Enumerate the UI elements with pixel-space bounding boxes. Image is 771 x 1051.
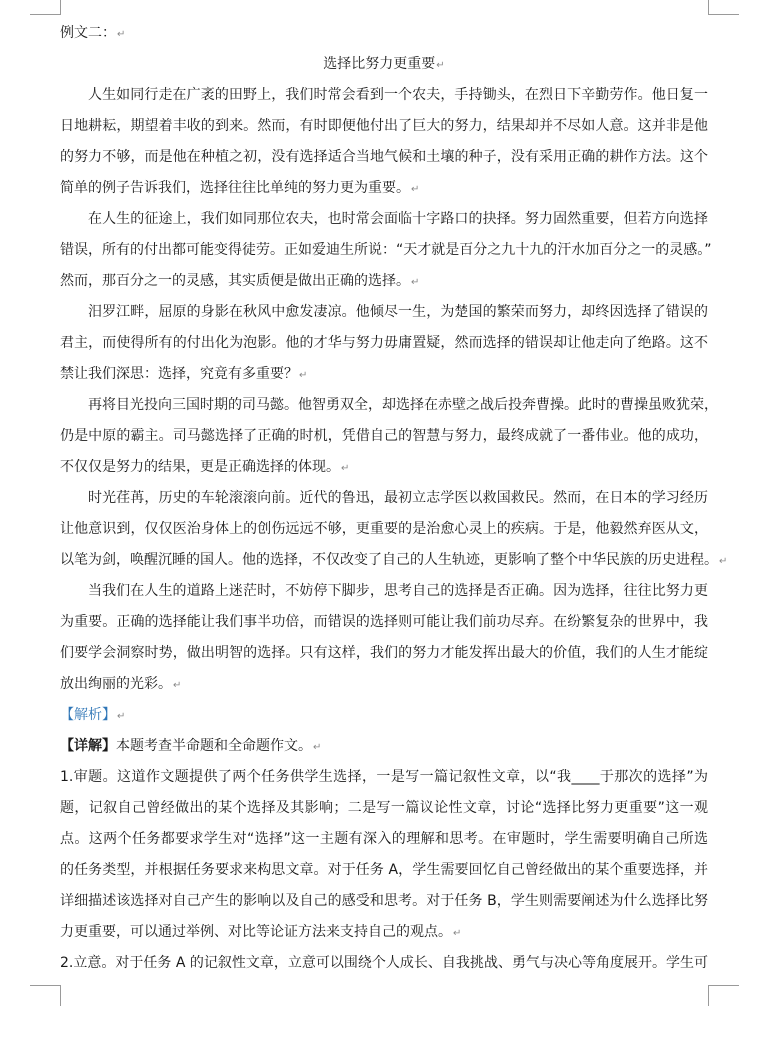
analysis-line: 2.立意。对于任务 A 的记叙性文章，立意可以围绕个人成长、自我挑战、勇气与决心等角度展开。学生可 xyxy=(60,955,708,971)
crop-mark-bottom-left xyxy=(30,985,61,1006)
crop-mark-top-left xyxy=(30,0,61,15)
essay-title: 选择比努力更重要↵ xyxy=(323,56,445,72)
essay-line: 们要学会洞察时势，做出明智的选择。只有这样，我们的努力才能发挥出最大的价值，我们的人生才能绽 xyxy=(60,645,708,661)
essay-line: 人生如同行走在广袤的田野上，我们时常会看到一个农夫，手持锄头，在烈日下辛勤劳作。他日复一 xyxy=(88,87,708,103)
essay-line: 错误，所有的付出都可能变得徒劳。正如爱迪生所说：“天才就是百分之九十九的汗水加百分之一的灵感。” xyxy=(60,242,712,258)
analysis-line: 详细描述该选择对自己产生的影响以及自己的感受和思考。对于任务 B，学生则需要阐述为什么选择比努 xyxy=(60,893,708,909)
essay-line: 当我们在人生的道路上迷茫时，不妨停下脚步，思考自己的选择是否正确。因为选择，往往比努力更 xyxy=(88,583,708,599)
example-heading: 例文二：↵ xyxy=(60,25,126,41)
analysis-line: 1.审题。这道作文题提供了两个任务供学生选择，一是写一篇记叙性文章，以“我____于那次的选择”为 xyxy=(60,769,708,785)
essay-line: 仍是中原的霸主。司马懿选择了正确的时机，凭借自己的智慧与努力，最终成就了一番伟业。他的成功， xyxy=(60,428,708,444)
essay-line: 放出绚丽的光彩。↵ xyxy=(60,676,182,692)
essay-line: 时光荏苒，历史的车轮滚滚向前。近代的鲁迅，最初立志学医以救国救民。然而，在日本的学习经历 xyxy=(88,490,708,506)
essay-line: 君主，而使得所有的付出化为泡影。他的才华与努力毋庸置疑，然而选择的错误却让他走向了绝路。这不 xyxy=(60,335,708,351)
essay-line: 日地耕耘，期望着丰收的到来。然而，有时即便他付出了巨大的努力，结果却并不尽如人意。这并非是他 xyxy=(60,118,708,134)
essay-line: 再将目光投向三国时期的司马懿。他智勇双全，却选择在赤壁之战后投奔曹操。此时的曹操虽败犹荣， xyxy=(88,397,718,413)
analysis-line: 题，记叙自己曾经做出的某个选择及其影响；二是写一篇议论性文章，讨论“选择比努力更重要”这一观 xyxy=(60,800,708,816)
essay-line: 让他意识到，仅仅医治身体上的创伤远远不够，更重要的是治愈心灵上的疾病。于是，他毅然弃医从文， xyxy=(60,521,708,537)
essay-body xyxy=(60,80,728,700)
analysis-line: 点。这两个任务都要求学生对“选择”这一主题有深入的理解和思考。在审题时，学生需要明确自己所选 xyxy=(60,831,708,847)
document-page xyxy=(60,18,728,979)
analysis-body xyxy=(60,762,708,979)
crop-mark-top-right xyxy=(708,0,739,15)
essay-line: 以笔为剑，唤醒沉睡的国人。他的选择，不仅改变了自己的人生轨迹，更影响了整个中华民族的历史进程。↵ xyxy=(60,552,728,568)
crop-mark-bottom-right xyxy=(708,985,739,1006)
essay-line: 简单的例子告诉我们，选择往往比单纯的努力更为重要。↵ xyxy=(60,180,420,196)
essay-line: 禁让我们深思：选择，究竟有多重要？↵ xyxy=(60,366,308,382)
analysis-line: 的任务类型，并根据任务要求来构思文章。对于任务 A，学生需要回忆自己曾经做出的某个重要选择，并 xyxy=(60,862,708,878)
essay-line: 不仅仅是努力的结果，更是正确选择的体现。↵ xyxy=(60,459,350,475)
detail-line: 【详解】本题考查半命题和全命题作文。↵ xyxy=(60,738,322,754)
essay-line: 然而，那百分之一的灵感，其实质便是做出正确的选择。↵ xyxy=(60,273,420,289)
essay-line: 汨罗江畔，屈原的身影在秋风中愈发凄凉。他倾尽一生，为楚国的繁荣而努力，却终因选择了错误的 xyxy=(88,304,708,320)
analysis-line: 力更重要，可以通过举例、对比等论证方法来支持自己的观点。↵ xyxy=(60,924,462,940)
essay-line: 为重要。正确的选择能让我们事半功倍，而错误的选择则可能让我们前功尽弃。在纷繁复杂的世界中，我 xyxy=(60,614,708,630)
essay-line: 的努力不够，而是他在种植之初，没有选择适合当地气候和土壤的种子，没有采用正确的耕作方法。这个 xyxy=(60,149,708,165)
essay-line: 在人生的征途上，我们如同那位农夫，也时常会面临十字路口的抉择。努力固然重要，但若方向选择 xyxy=(88,211,708,227)
analysis-label: 【解析】↵ xyxy=(60,707,126,723)
